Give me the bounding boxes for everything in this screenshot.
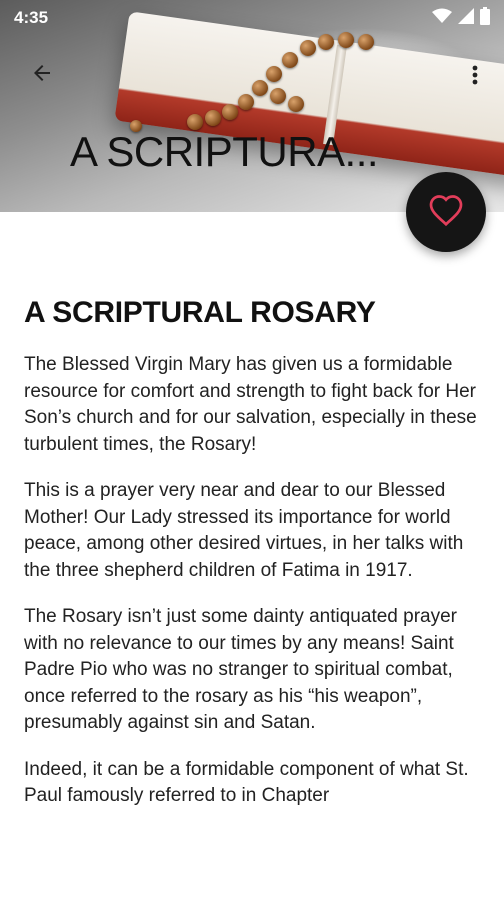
article-title: A SCRIPTURAL ROSARY [24,296,376,329]
article-paragraph: Indeed, it can be a formidable component of what St. Paul famously referred to in Chapter [24,758,469,806]
battery-icon [480,7,490,30]
heart-outline-icon [428,193,464,232]
article-paragraph: This is a prayer very near and dear to our Blessed Mother! Our Lady stressed its importance for world peace, among other desired virtues, in her talks with the three shepherd children of Fatima in 1917. [24,480,464,581]
more-vert-icon [471,63,479,92]
rosary-bead [252,80,268,96]
rosary-bead [222,104,238,120]
signal-icon [458,8,474,29]
article-content [24,296,480,830]
rosary-bead [288,96,304,112]
article-paragraph: The Rosary isn’t just some dainty antiquated prayer with no relevance to our times by any means! Saint Padre Pio who was no stranger to spiritual combat, once referred to the rosary as his “his weapon”, presumably against sin and Satan. [24,606,457,733]
rosary-bead [318,34,334,50]
more-options-button[interactable] [458,57,492,97]
rosary-bead [205,110,221,126]
arrow-back-icon [30,61,54,90]
status-icons [432,7,490,30]
rosary-bead [282,52,298,68]
collapsing-toolbar-title: A SCRIPTURA... [70,128,379,175]
status-bar [0,0,504,36]
favorite-button[interactable] [406,172,486,252]
rosary-bead [358,34,374,50]
article-paragraph: The Blessed Virgin Mary has given us a formidable resource for comfort and strength to fight back for Her Son’s church and for our salvation, especially in these turbulent times, the Rosary! [24,354,477,455]
status-time: 4:35 [14,8,49,27]
rosary-bead [238,94,254,110]
rosary-bead [266,66,282,82]
rosary-bead [270,88,286,104]
back-button[interactable] [22,55,62,95]
wifi-icon [432,8,452,29]
rosary-bead [300,40,316,56]
